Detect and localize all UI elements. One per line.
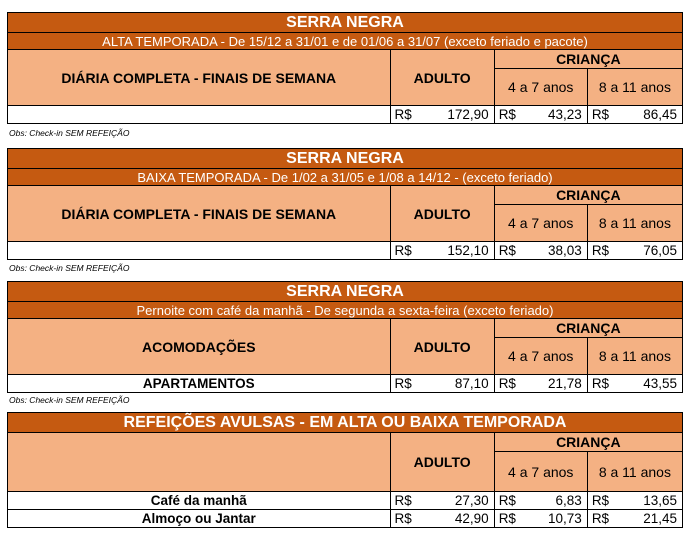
empty-cell	[8, 106, 391, 124]
price-adulto	[390, 242, 494, 260]
age-8-11-header: 8 a 11 anos	[587, 452, 682, 492]
currency-label: R$	[394, 511, 412, 526]
price-age-4-7	[494, 510, 587, 528]
price-age-8-11	[587, 375, 682, 393]
price-value: 38,03	[548, 243, 582, 258]
crianca-header: CRIANÇA	[494, 186, 682, 205]
currency-label: R$	[394, 243, 412, 258]
obs-note: Obs: Check-in SEM REFEIÇÃO	[9, 395, 130, 405]
price-age-4-7	[494, 492, 587, 510]
currency-label: R$	[498, 511, 516, 526]
age-4-7-header: 4 a 7 anos	[494, 338, 587, 375]
table-refeicoes	[7, 412, 683, 528]
table-title: REFEIÇÕES AVULSAS - EM ALTA OU BAIXA TEMPORADA	[8, 413, 683, 433]
price-adulto	[390, 510, 494, 528]
currency-label: R$	[498, 243, 516, 258]
price-age-4-7	[494, 242, 587, 260]
table-baixa-temporada	[7, 148, 683, 260]
row-label: ACOMODAÇÕES	[8, 319, 391, 375]
price-value: 6,83	[555, 493, 582, 508]
obs-note: Obs: Check-in SEM REFEIÇÃO	[9, 128, 130, 138]
currency-label: R$	[498, 107, 516, 122]
price-value: 172,90	[447, 107, 489, 122]
currency-label: R$	[394, 493, 412, 508]
age-8-11-header: 8 a 11 anos	[587, 69, 682, 106]
price-value: 43,55	[643, 376, 677, 391]
crianca-header: CRIANÇA	[494, 50, 682, 69]
age-4-7-header: 4 a 7 anos	[494, 452, 587, 492]
row-label: DIÁRIA COMPLETA - FINAIS DE SEMANA	[8, 186, 391, 242]
table-subtitle: Pernoite com café da manhã - De segunda a sexta-feira (exceto feriado)	[8, 302, 683, 319]
price-value: 21,78	[548, 376, 582, 391]
price-age-4-7	[494, 375, 587, 393]
age-8-11-header: 8 a 11 anos	[587, 338, 682, 375]
obs-note: Obs: Check-in SEM REFEIÇÃO	[9, 263, 130, 273]
price-value: 13,65	[643, 493, 677, 508]
row-label: DIÁRIA COMPLETA - FINAIS DE SEMANA	[8, 50, 391, 106]
currency-label: R$	[498, 376, 516, 391]
price-value: 10,73	[548, 511, 582, 526]
price-age-8-11	[587, 242, 682, 260]
currency-label: R$	[591, 493, 610, 508]
price-value: 43,23	[548, 107, 582, 122]
table-subtitle: BAIXA TEMPORADA - De 1/02 a 31/05 e 1/08 a 14/12 - (exceto feriado)	[8, 169, 683, 186]
price-value: 86,45	[643, 107, 677, 122]
table-subtitle: ALTA TEMPORADA - De 15/12 a 31/01 e de 01/06 a 31/07 (exceto feriado e pacote)	[8, 33, 683, 50]
adulto-header: ADULTO	[390, 186, 494, 242]
currency-label: R$	[591, 511, 610, 526]
table-title: SERRA NEGRA	[8, 13, 683, 33]
row-label-empty	[8, 433, 391, 492]
price-value: 87,10	[454, 376, 489, 391]
price-value: 76,05	[643, 243, 677, 258]
currency-label: R$	[591, 107, 610, 122]
age-4-7-header: 4 a 7 anos	[494, 205, 587, 242]
item-label: APARTAMENTOS	[8, 375, 391, 393]
price-age-8-11	[587, 106, 682, 124]
currency-label: R$	[394, 107, 412, 122]
item-label: Almoço ou Jantar	[8, 510, 391, 528]
price-adulto	[390, 375, 494, 393]
price-value: 42,90	[454, 511, 489, 526]
price-age-8-11	[587, 492, 682, 510]
currency-label: R$	[394, 376, 412, 391]
price-value: 21,45	[643, 511, 677, 526]
item-label: Café da manhã	[8, 492, 391, 510]
table-row	[8, 492, 683, 510]
adulto-header: ADULTO	[390, 50, 494, 106]
adulto-header: ADULTO	[390, 433, 494, 492]
table-pernoite	[7, 281, 683, 393]
crianca-header: CRIANÇA	[494, 319, 682, 338]
price-age-4-7	[494, 106, 587, 124]
price-adulto	[390, 492, 494, 510]
adulto-header: ADULTO	[390, 319, 494, 375]
currency-label: R$	[498, 493, 516, 508]
age-8-11-header: 8 a 11 anos	[587, 205, 682, 242]
age-4-7-header: 4 a 7 anos	[494, 69, 587, 106]
currency-label: R$	[591, 243, 610, 258]
table-row	[8, 510, 683, 528]
table-title: SERRA NEGRA	[8, 282, 683, 302]
currency-label: R$	[591, 376, 610, 391]
table-alta-temporada	[7, 12, 683, 124]
crianca-header: CRIANÇA	[494, 433, 682, 452]
price-value: 152,10	[447, 243, 489, 258]
table-title: SERRA NEGRA	[8, 149, 683, 169]
price-age-8-11	[587, 510, 682, 528]
price-adulto	[390, 106, 494, 124]
price-value: 27,30	[454, 493, 489, 508]
empty-cell	[8, 242, 391, 260]
